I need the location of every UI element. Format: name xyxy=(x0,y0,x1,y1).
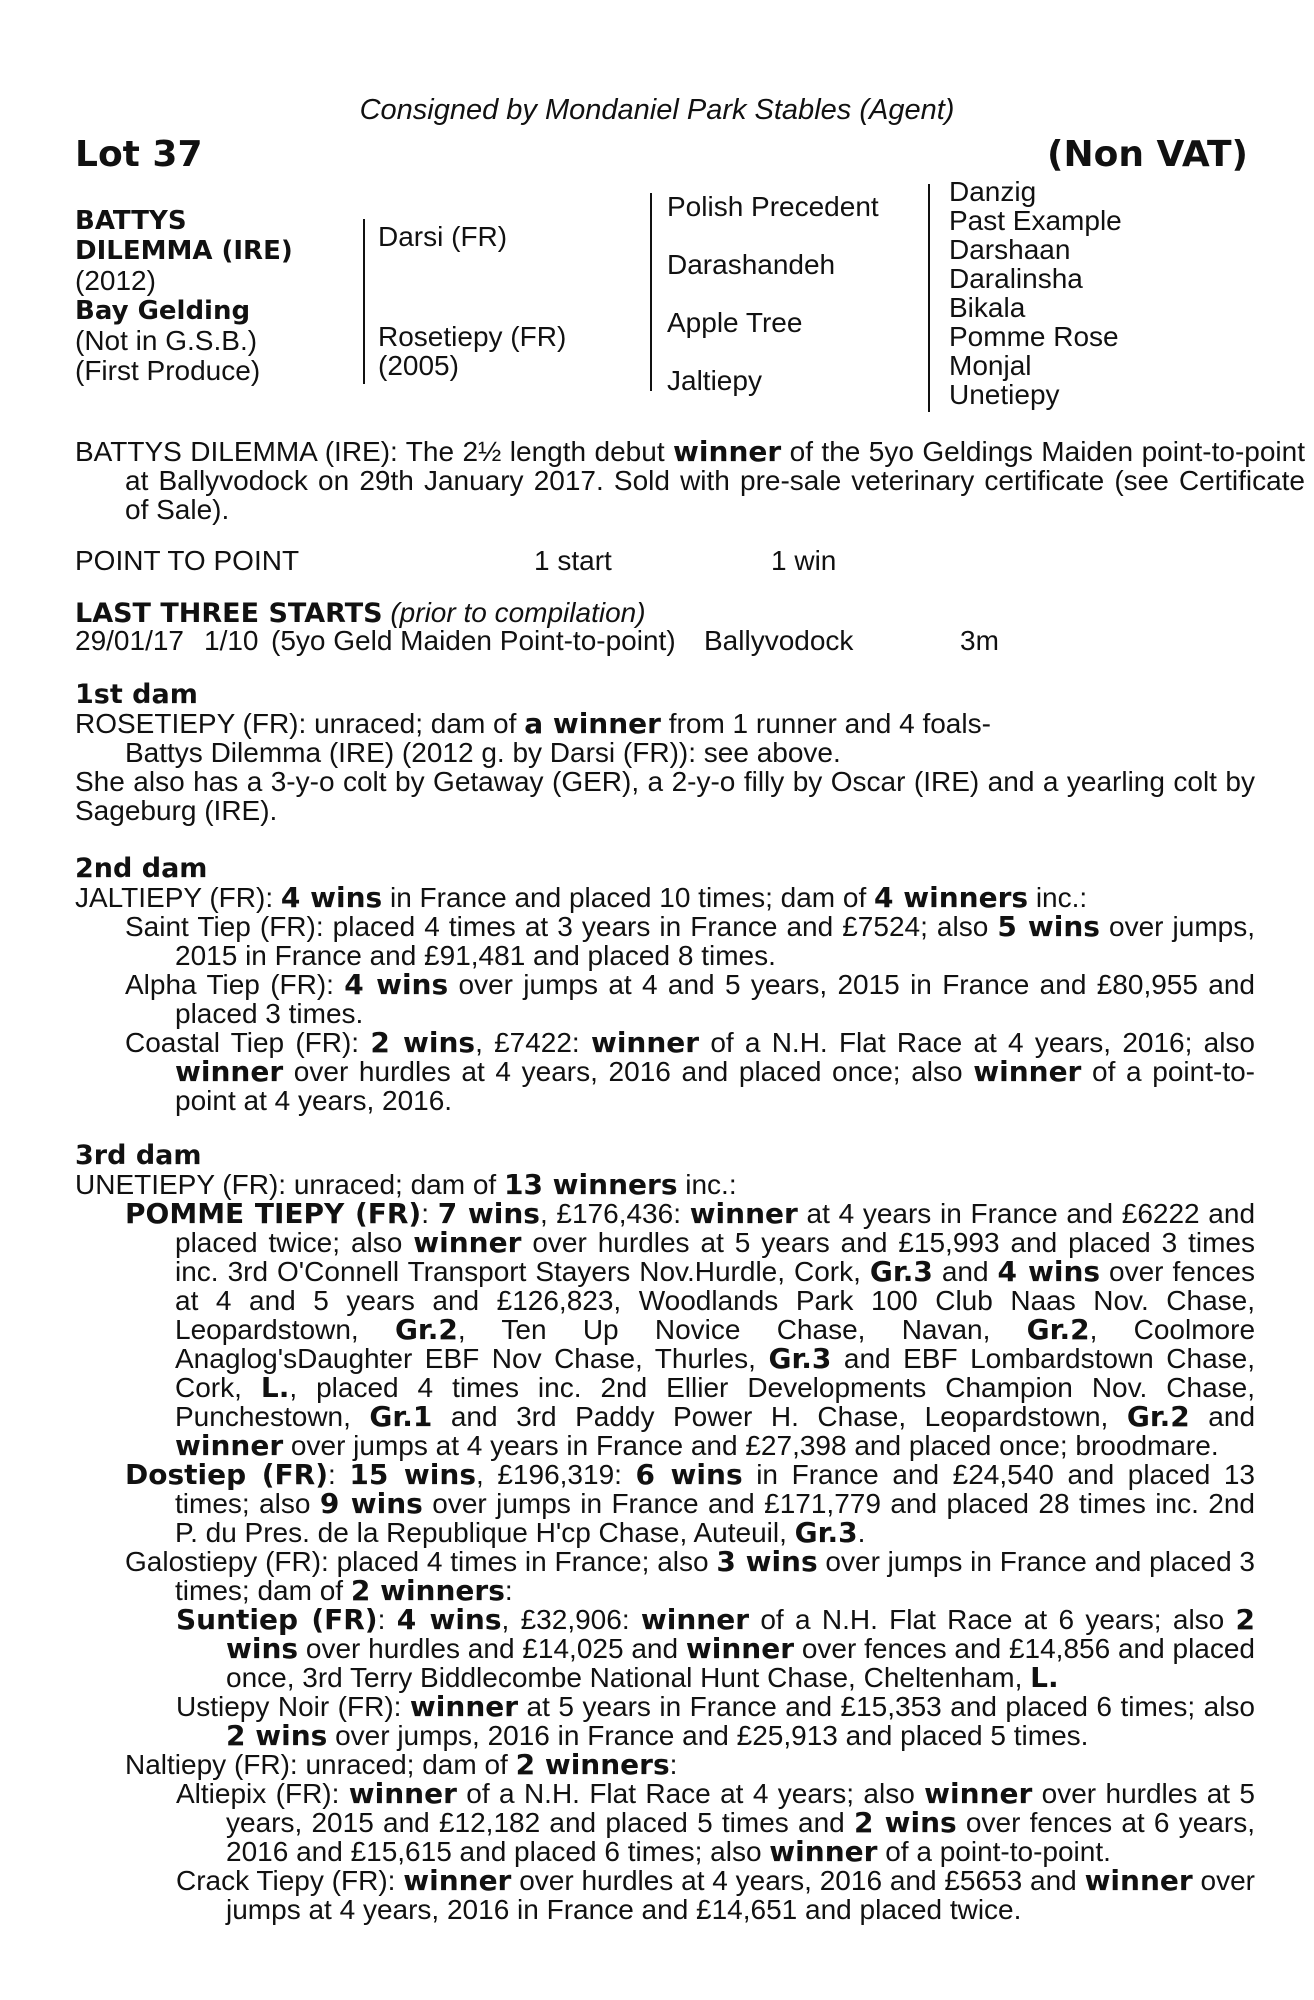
pedigree-divider-1 xyxy=(363,219,365,384)
produce-crack-tiepy: Crack Tiepy (FR): winner over hurdles at 4 years, 2016 and £5653 and winner over jumps at 4 years, 2016 in France and £14,651 and placed twice. xyxy=(176,1864,1255,1925)
vat-status: (Non VAT) xyxy=(1047,134,1248,175)
produce-galostiepy: Galostiepy (FR): placed 4 times in France; also 3 wins over jumps in France and placed 3 times; dam of 2 winners: xyxy=(125,1545,1255,1607)
pedigree-dam-sire: Apple Tree xyxy=(667,307,803,338)
horse-year: (2012) xyxy=(75,265,156,296)
produce-suntiep: Suntiep (FR): 4 wins, £32,906: winner of a N.H. Flat Race at 6 years; also 2 wins over hurdles and £14,025 and winner over fences and £14,856 and placed once, 3rd Terry Biddlecombe National Hunt Chase, Cheltenham, L. xyxy=(176,1603,1256,1694)
lot-number: Lot 37 xyxy=(75,134,203,175)
pedigree-dam-year: (2005) xyxy=(378,350,459,381)
produce-naltiepy: Naltiepy (FR): unraced; dam of 2 winners: xyxy=(125,1748,678,1781)
horse-name-line2: DILEMMA (IRE) xyxy=(75,236,293,266)
pedigree-dam: Rosetiepy (FR) xyxy=(378,321,567,352)
pedigree-g3-item: Past Example xyxy=(949,205,1122,236)
produce-dostiep: Dostiep (FR): 15 wins, £196,319: 6 wins in France and £24,540 and placed 13 times; also 9 wins over jumps in France and £171,779 and placed 28 times inc. 2nd P. du Pres. de la Republique H'cp Chase, Auteuil, Gr.3. xyxy=(125,1458,1255,1549)
third-dam-section xyxy=(75,1141,1255,1924)
pedigree-g3-list xyxy=(949,177,1122,409)
pedigree-g3-item: Pomme Rose xyxy=(949,321,1119,352)
start-race: (5yo Geld Maiden Point-to-point) xyxy=(271,625,676,656)
produce-ustiepy-noir: Ustiepy Noir (FR): winner at 5 years in France and £15,353 and placed 6 times; also 2 wins over jumps, 2016 in France and £25,913 and placed 5 times. xyxy=(176,1690,1256,1752)
record-starts: 1 start xyxy=(534,545,612,576)
pedigree-g3-item: Monjal xyxy=(949,350,1032,381)
first-dam-line: ROSETIEPY (FR): unraced; dam of a winner from 1 runner and 4 foals- xyxy=(75,707,991,740)
horse-produce: (First Produce) xyxy=(75,355,261,386)
pedigree-divider-2 xyxy=(650,193,652,391)
pedigree-g3-item: Unetiepy xyxy=(949,379,1060,410)
first-dam-section xyxy=(75,680,1255,825)
pedigree-sire-sire: Polish Precedent xyxy=(667,191,879,222)
produce-altiepix: Altiepix (FR): winner of a N.H. Flat Race at 4 years; also winner over hurdles at 5 years, 2015 and £12,182 and placed 5 times and 2 wins over fences at 6 years, 2016 and £15,615 and placed 6 times; also winner of a point-to-point. xyxy=(176,1777,1255,1868)
race-summary: BATTYS DILEMMA (IRE): The 2½ length debut winner of the 5yo Geldings Maiden point-to-point at Ballyvodock on 29th January 2017. Sold with pre-sale veterinary certificate (see Certificate of Sale). xyxy=(75,435,1305,525)
record-wins: 1 win xyxy=(771,545,837,576)
consignor-line: Consigned by Mondaniel Park Stables (Agent) xyxy=(359,94,955,126)
first-dam-note: She also has a 3-y-o colt by Getaway (GER), a 2-y-o filly by Oscar (IRE) and a yearling colt by Sageburg (IRE). xyxy=(75,766,1255,826)
third-dam-line: UNETIEPY (FR): unraced; dam of 13 winners inc.: xyxy=(75,1168,737,1201)
horse-identity xyxy=(75,206,293,386)
first-dam-heading: 1st dam xyxy=(75,679,198,710)
second-dam-line: JALTIEPY (FR): 4 wins in France and placed 10 times; dam of 4 winners inc.: xyxy=(75,881,1088,914)
start-distance: 3m xyxy=(960,625,999,656)
produce-pomme-tiepy: POMME TIEPY (FR): 7 wins, £176,436: winner at 4 years in France and £6222 and placed twice; also winner over hurdles at 5 years and £15,993 and placed 3 times inc. 3rd O'Connell Transport Stayers Nov.Hurdle, Cork, Gr.3 and 4 wins over fences at 4 and 5 years and £126,823, Woodlands Park 100 Club Naas Nov. Chase, Leopardstown, Gr.2, Ten Up Novice Chase, Navan, Gr.2, Coolmore Anaglog'sDaughter EBF Nov Chase, Thurles, Gr.3 and EBF Lombardstown Chase, Cork, L., placed 4 times inc. 2nd Ellier Developments Champion Nov. Chase, Punchestown, Gr.1 and 3rd Paddy Power H. Chase, Leopardstown, Gr.2 and winner over jumps at 4 years in France and £27,398 and placed once; broodmare. xyxy=(125,1197,1256,1462)
horse-name-line1: BATTYS xyxy=(75,206,187,236)
last-three-heading: LAST THREE STARTS (prior to compilation) xyxy=(75,597,646,629)
pedigree-g3-item: Daralinsha xyxy=(949,263,1083,294)
start-course: Ballyvodock xyxy=(704,625,854,656)
start-date: 29/01/17 xyxy=(75,625,184,656)
pedigree-divider-3 xyxy=(928,184,930,412)
produce-saint-tiep: Saint Tiep (FR): placed 4 times at 3 years in France and £7524; also 5 wins over jumps, 2015 in France and £91,481 and placed 8 times. xyxy=(125,910,1256,971)
pedigree-sire: Darsi (FR) xyxy=(378,221,508,252)
second-dam-section xyxy=(75,854,1255,1115)
record-label: POINT TO POINT xyxy=(75,545,300,576)
pedigree-g3-item: Danzig xyxy=(949,176,1037,207)
second-dam-heading: 2nd dam xyxy=(75,853,208,884)
horse-gsb: (Not in G.S.B.) xyxy=(75,325,258,356)
first-dam-foal: Battys Dilemma (IRE) (2012 g. by Darsi (FR)): see above. xyxy=(125,737,841,768)
horse-sex: Bay Gelding xyxy=(75,296,251,326)
pedigree-g3-item: Bikala xyxy=(949,292,1026,323)
pedigree-sire-dam: Darashandeh xyxy=(667,249,836,280)
start-position: 1/10 xyxy=(204,625,259,656)
produce-alpha-tiep: Alpha Tiep (FR): 4 wins over jumps at 4 and 5 years, 2015 in France and £80,955 and placed 3 times. xyxy=(125,968,1255,1029)
produce-coastal-tiep: Coastal Tiep (FR): 2 wins, £7422: winner of a N.H. Flat Race at 4 years, 2016; also winner over hurdles at 4 years, 2016 and placed once; also winner of a point-to-point at 4 years, 2016. xyxy=(125,1026,1255,1116)
third-dam-heading: 3rd dam xyxy=(75,1140,202,1171)
pedigree-g3-item: Darshaan xyxy=(949,234,1071,265)
pedigree-dam-dam: Jaltiepy xyxy=(667,365,762,396)
